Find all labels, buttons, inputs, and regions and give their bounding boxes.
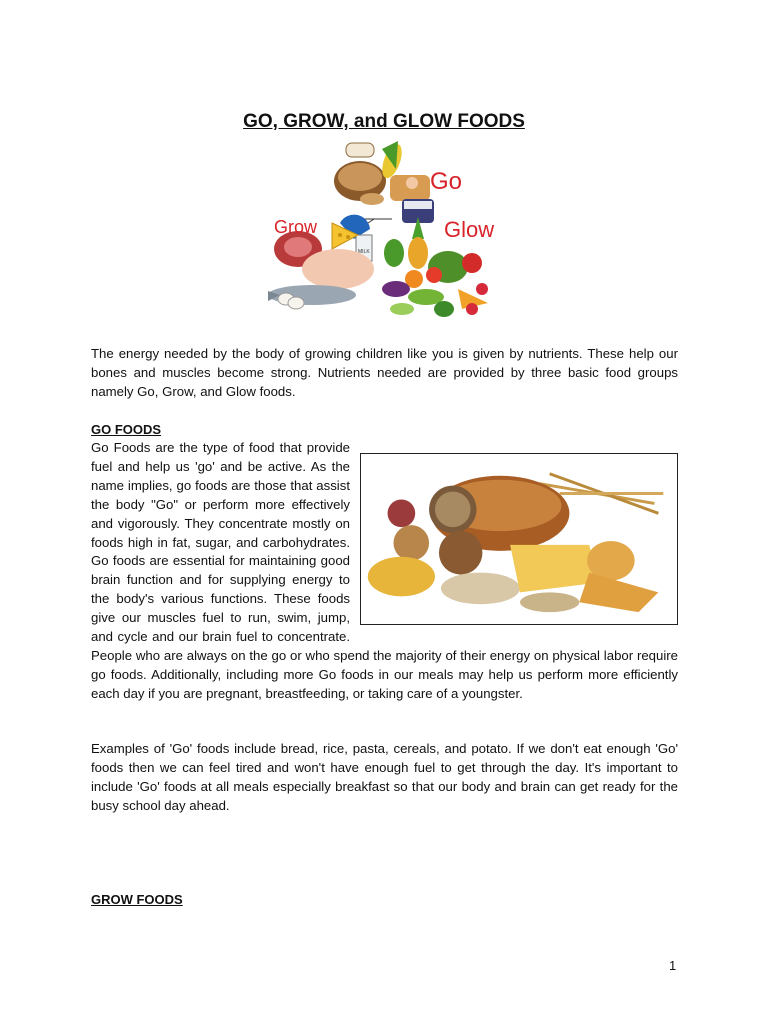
page-title: GO, GROW, and GLOW FOODS [243, 111, 525, 132]
go-foods-heading: GO FOODS [91, 422, 162, 437]
bread-grains-pasta-svg [361, 454, 677, 624]
bread-grains-pasta-photo [360, 453, 678, 625]
go-foods-section [91, 439, 678, 704]
grow-foods-heading: GROW FOODS [91, 892, 183, 907]
food-groups-illustration [262, 139, 506, 319]
page-number: 1 [669, 958, 677, 973]
intro-paragraph: The energy needed by the body of growing children like you is given by nutrients. These help our bones and muscles become strong. Nutrients needed are provided by three basic food groups namely Go, Grow, and Glow foods. [91, 346, 678, 399]
food-groups-svg [262, 139, 506, 319]
grow-label: Grow [274, 217, 318, 237]
go-foods-body: Go Foods are the type of food that provide fuel and help us 'go' and be active. As the name implies, go foods are those that assist the body "Go" or perform more effectively and vigorously. They concentrate mostly on foods high in fat, sugar, and carbohydrates. Go foods are essential for maintaining good brain function and for supplying energy to the body's various functions. These foods give our muscles fuel to run, swim, jump, and cycle and our brain fuel to concentrate. People who are always on the go or who spend the majority of their energy on physical labor require go foods. Additionally, including more Go foods in our meals may help us perform more efficiently each day if you are pregnant, breastfeeding, or taking care of a youngster. [91, 440, 678, 701]
go-foods-cluster-icon [334, 141, 434, 223]
milk-label: MILK [358, 249, 370, 255]
go-label: Go [430, 168, 463, 195]
go-foods-examples-paragraph: Examples of 'Go' foods include bread, rice, pasta, cereals, and potato. If we don't eat enough 'Go' foods then we can feel tired and won't have enough fuel to get through the day. It's important to include 'Go' foods at all meals especially breakfast so that our body and brain can get ready for the busy school day ahead. [91, 741, 678, 813]
glow-label: Glow [444, 217, 495, 242]
